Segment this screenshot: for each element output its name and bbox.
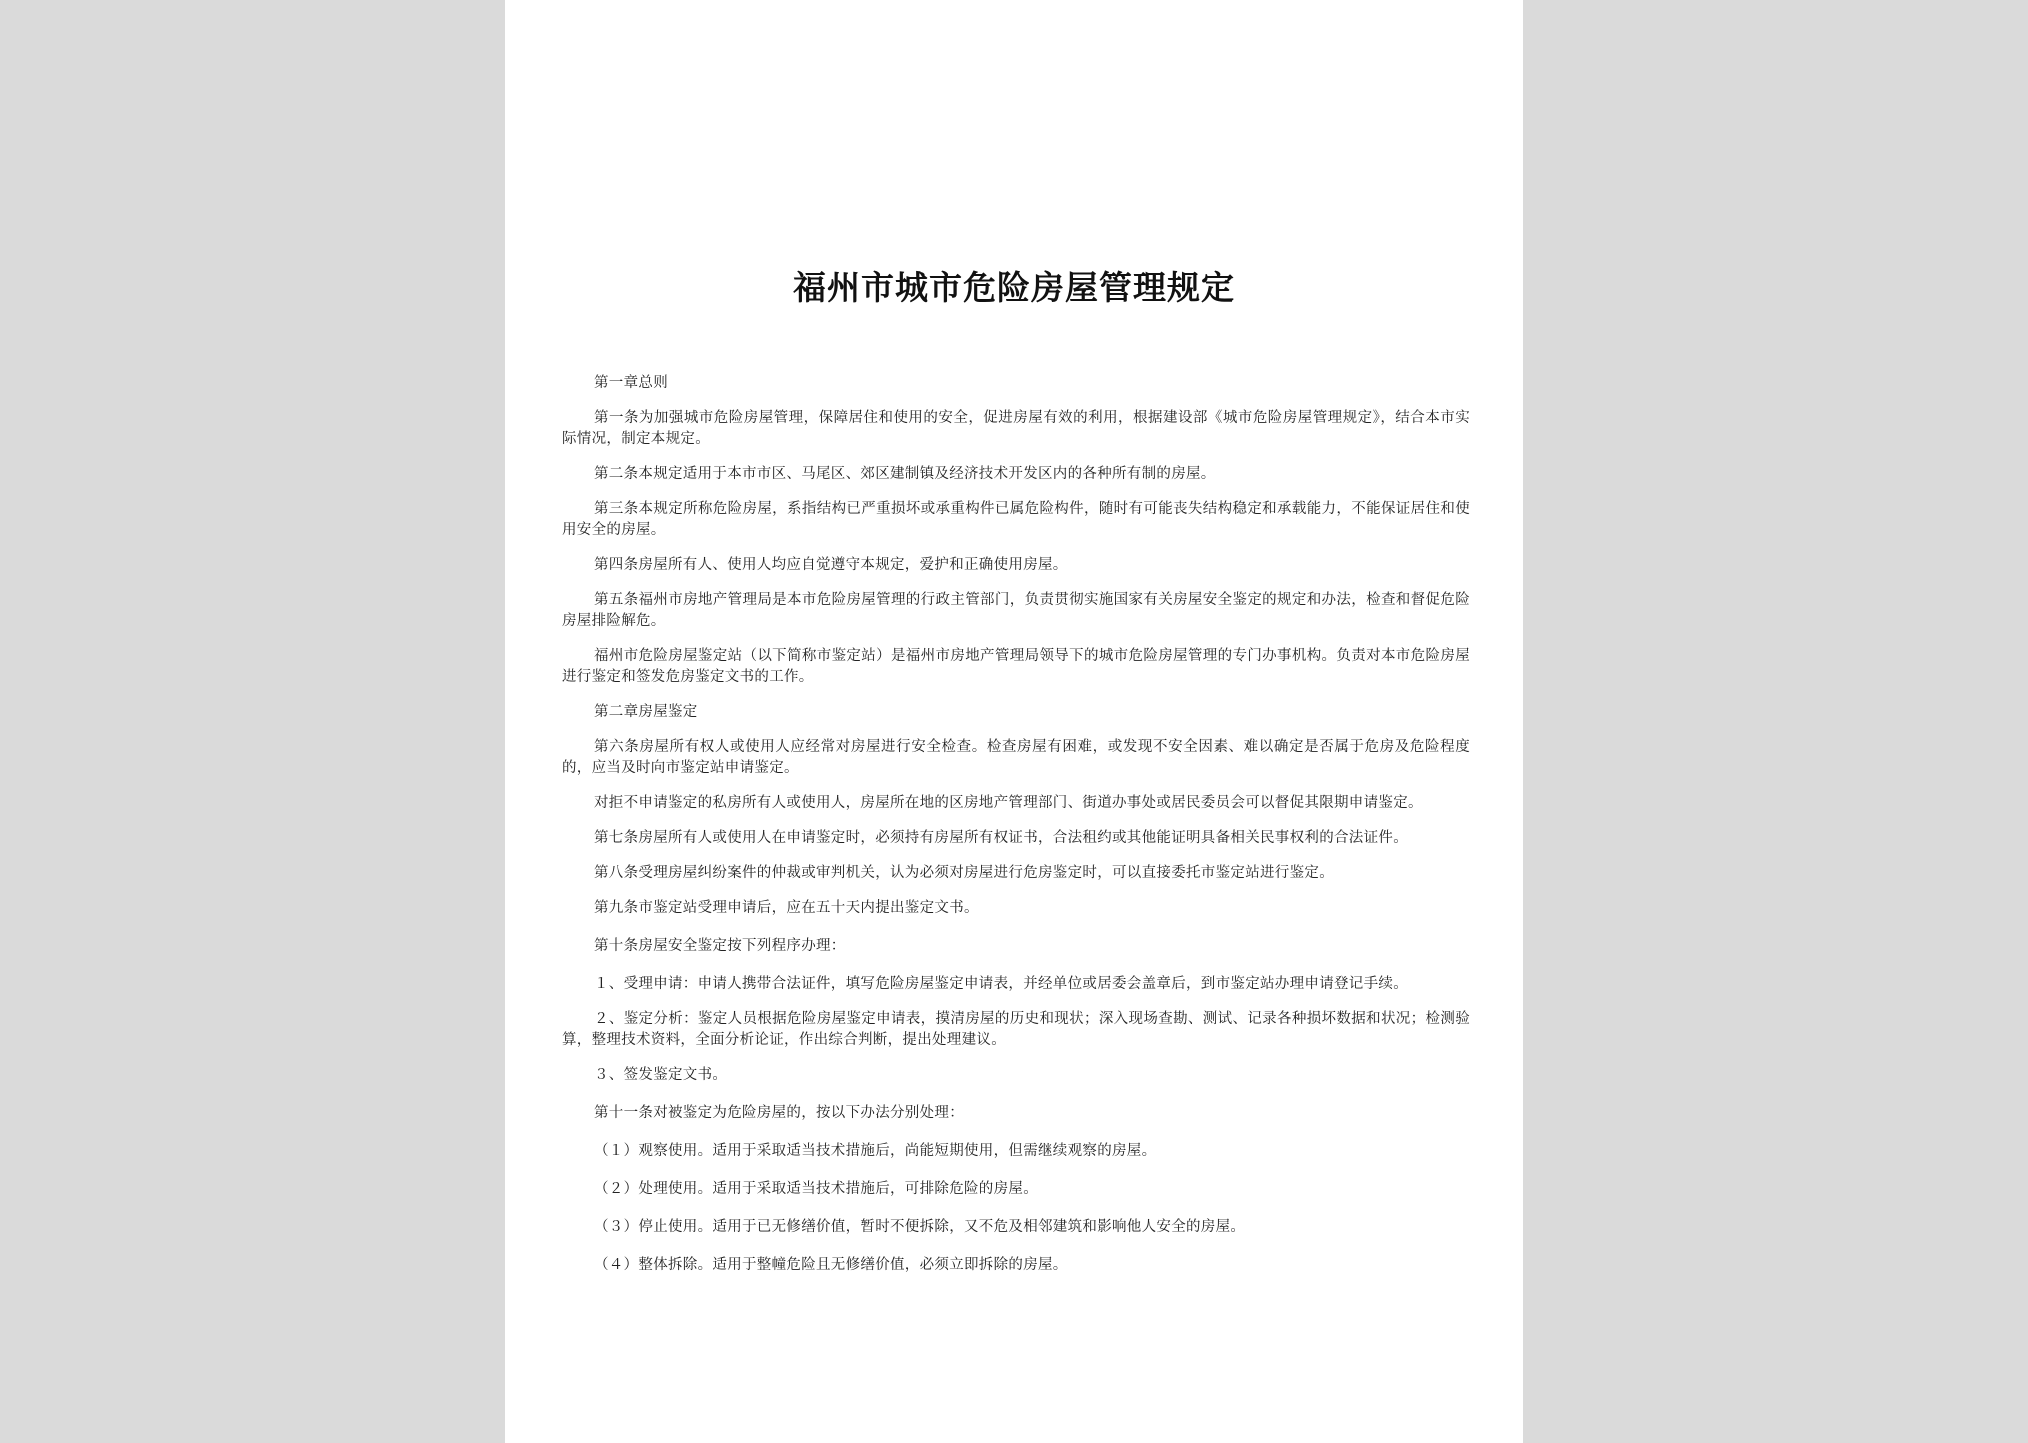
handling-item: （２）处理使用。适用于采取适当技术措施后，可排除危险的房屋。 <box>594 1181 1038 1197</box>
handling-item: （３）停止使用。适用于已无修缮价值，暂时不便拆除，又不危及相邻建筑和影响他人安全的房屋。 <box>594 1219 1246 1235</box>
article-paragraph: 第三条本规定所称危险房屋，系指结构已严重损坏或承重构件已属危险构件，随时有可能丧失结构稳定和承载能力，不能保证居住和使用安全的房屋。 <box>562 501 1470 538</box>
article-paragraph: 对拒不申请鉴定的私房所有人或使用人，房屋所在地的区房地产管理部门、街道办事处或居民委员会可以督促其限期申请鉴定。 <box>594 795 1423 811</box>
article-paragraph: 第十条房屋安全鉴定按下列程序办理： <box>594 938 846 954</box>
article-paragraph: 福州市危险房屋鉴定站（以下简称市鉴定站）是福州市房地产管理局领导下的城市危险房屋管理的专门办事机构。负责对本市危险房屋进行鉴定和签发危房鉴定文书的工作。 <box>562 648 1470 685</box>
article-paragraph: 第七条房屋所有人或使用人在申请鉴定时，必须持有房屋所有权证书，合法租约或其他能证明具备相关民事权利的合法证件。 <box>594 830 1408 846</box>
document-page <box>505 0 1523 1443</box>
article-paragraph: 第十一条对被鉴定为危险房屋的，按以下办法分别处理： <box>594 1105 964 1121</box>
chapter-heading: 第二章房屋鉴定 <box>594 704 698 720</box>
procedure-item: ２、鉴定分析：鉴定人员根据危险房屋鉴定申请表，摸清房屋的历史和现状；深入现场查勘、测试、记录各种损坏数据和状况；检测验算，整理技术资料，全面分析论证，作出综合判断，提出处理建议。 <box>562 1011 1470 1048</box>
article-paragraph: 第六条房屋所有权人或使用人应经常对房屋进行安全检查。检查房屋有困难，或发现不安全因素、难以确定是否属于危房及危险程度的，应当及时向市鉴定站申请鉴定。 <box>562 739 1470 776</box>
procedure-item: ３、签发鉴定文书。 <box>594 1067 728 1083</box>
chapter-heading: 第一章总则 <box>594 375 668 391</box>
article-paragraph: 第二条本规定适用于本市市区、马尾区、郊区建制镇及经济技术开发区内的各种所有制的房屋。 <box>594 466 1216 482</box>
document-title: 福州市城市危险房屋管理规定 <box>793 268 1235 307</box>
article-paragraph: 第九条市鉴定站受理申请后，应在五十天内提出鉴定文书。 <box>594 900 979 916</box>
document-body <box>562 373 1470 1293</box>
article-paragraph: 第五条福州市房地产管理局是本市危险房屋管理的行政主管部门，负责贯彻实施国家有关房屋安全鉴定的规定和办法，检查和督促危险房屋排险解危。 <box>562 592 1470 629</box>
handling-item: （１）观察使用。适用于采取适当技术措施后，尚能短期使用，但需继续观察的房屋。 <box>594 1143 1157 1159</box>
article-paragraph: 第一条为加强城市危险房屋管理，保障居住和使用的安全，促进房屋有效的利用，根据建设部《城市危险房屋管理规定》，结合本市实际情况，制定本规定。 <box>562 410 1470 447</box>
article-paragraph: 第四条房屋所有人、使用人均应自觉遵守本规定，爱护和正确使用房屋。 <box>594 557 1068 573</box>
article-paragraph: 第八条受理房屋纠纷案件的仲裁或审判机关，认为必须对房屋进行危房鉴定时，可以直接委托市鉴定站进行鉴定。 <box>594 865 1334 881</box>
procedure-item: １、受理申请：申请人携带合法证件，填写危险房屋鉴定申请表，并经单位或居委会盖章后，到市鉴定站办理申请登记手续。 <box>594 976 1408 992</box>
handling-item: （４）整体拆除。适用于整幢危险且无修缮价值，必须立即拆除的房屋。 <box>594 1257 1068 1273</box>
